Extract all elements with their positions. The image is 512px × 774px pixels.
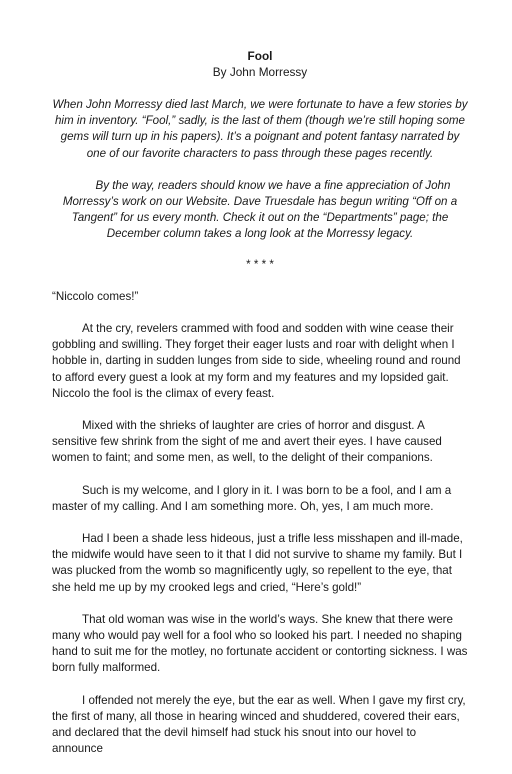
story-title: Fool: [247, 49, 273, 63]
story-paragraph: I offended not merely the eye, but the ear as well. When I gave my first cry, the first of many, all those in hearing winced and shuddered, covered their ears, and declared that the devil himself had stuck his snout into our hovel to announce: [52, 693, 466, 756]
editor-intro-paragraph: When John Morressy died last March, we were fortunate to have a few stories by him in inventory. “Fool,” sadly, is the last of them (though we’re still hoping some gems will turn up in his papers). It’s a poignant and potent fantasy narrated by one of our favorite characters to pass through these pages recently.: [52, 98, 468, 160]
story-paragraph: Had I been a shade less hideous, just a trifle less misshapen and ill-made, the midwife would have seen to it that I did not survive to shame my family. But I was plucked from the womb so magnificently ugly, so repellent to the eye, that she held me up by my crooked legs and cried, “Here’s gold!”: [52, 532, 463, 594]
story-byline: By John Morressy: [212, 65, 308, 79]
story-paragraph: That old woman was wise in the world’s ways. She knew that there were many who would pay well for a fool who so looked his part. I needed no shaping hand to suit me for the motley, no fortunate accident or contorting sickness. I was born fully malformed.: [52, 612, 468, 675]
story-paragraph: At the cry, revelers crammed with food and sodden with wine cease their gobbling and swilling. They forget their eager lusts and roar with delight when I hobble in, darting in sudden lunges from side to side, wheeling round and round to afford every guest a look at my form and my features and my lopsided gait. Niccolo the fool is the climax of every feast.: [52, 322, 461, 400]
story-paragraph: Such is my welcome, and I glory in it. I was born to be a fool, and I am a master of my calling. And I am something more. Oh, yes, I am much more.: [52, 483, 452, 513]
section-separator: * * * *: [246, 257, 274, 271]
editor-note-paragraph: By the way, readers should know we have a fine appreciation of John Morressy’s work on our Website. Dave Truesdale has begun writing “Off on a Tangent” for us every month. Check it out on the “Departments” page; the December column takes a long look at the Morressy legacy.: [62, 178, 458, 241]
story-paragraph: “Niccolo comes!”: [52, 289, 139, 303]
story-paragraph: Mixed with the shrieks of laughter are cries of horror and disgust. A sensitive few shrink from the sight of me and avert their eyes. I have caused women to faint; and some men, as well, to the delight of their companions.: [52, 419, 442, 465]
document-page: [52, 48, 468, 774]
